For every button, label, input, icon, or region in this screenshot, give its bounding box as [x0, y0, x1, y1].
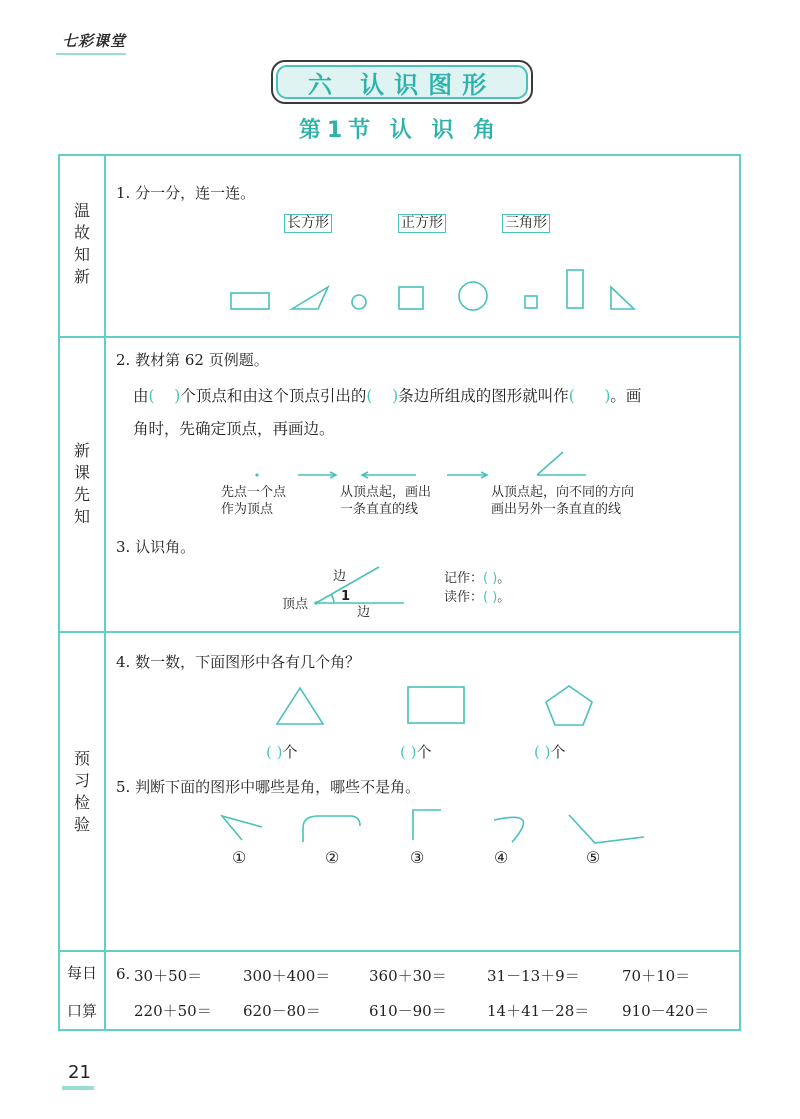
q1-prompt: 1. 分一分，连一连。 — [116, 184, 256, 202]
read-blank[interactable]: ( ) — [483, 590, 498, 605]
q4-answer-triangle: ( )个 — [266, 743, 298, 761]
section-label-char: 知 — [73, 507, 90, 526]
q2-text-c: 条边所组成的图形就叫作 — [398, 387, 569, 405]
q5-mark-5: ⑤ — [586, 848, 601, 867]
step-1-text: 先点一个点 作为顶点 — [221, 485, 287, 517]
section-label-char: 知 — [73, 245, 90, 264]
calc-r1-c5: 70＋10＝ — [622, 967, 691, 985]
unit-title-box — [271, 60, 533, 104]
q2-text-d: 。画 — [610, 387, 642, 405]
brand-logo: 七彩课堂 — [62, 32, 127, 50]
calc-r2-c2: 620－80＝ — [243, 1002, 321, 1020]
record-label: 记作：( )。 — [444, 571, 511, 586]
calc-r1-c4: 31－13＋9＝ — [487, 967, 580, 985]
section-label-char: 故 — [73, 223, 90, 242]
section-label-char: 检 — [73, 793, 90, 812]
section-label-char: 新 — [73, 267, 90, 286]
q5-prompt: 5. 判断下面的图形中哪些是角，哪些不是角。 — [116, 778, 421, 796]
q4-prompt: 4. 数一数，下面图形中各有几个角？ — [116, 653, 361, 671]
section-label-char: 先 — [73, 485, 90, 504]
q5-mark-1: ① — [232, 848, 247, 867]
blank-vertex-count[interactable]: ( ) — [148, 387, 181, 405]
calc-r1-c2: 300＋400＝ — [243, 967, 331, 985]
unit-title: 六 认识图形 — [276, 65, 528, 99]
worksheet-frame — [58, 154, 741, 1031]
label-square: 正方形 — [398, 214, 446, 233]
q2-text-a: 由 — [133, 387, 149, 405]
q4-blank-3[interactable]: ( ) — [534, 743, 551, 761]
blank-figure-name[interactable]: ( ) — [568, 387, 611, 405]
section-label-daily — [60, 963, 104, 1021]
daily-label-line1: 每日 — [66, 964, 97, 982]
vertex-label: 顶点 — [282, 597, 309, 612]
q4-answer-rectangle: ( )个 — [400, 743, 432, 761]
record-blank[interactable]: ( ) — [483, 571, 498, 586]
calc-r1-c3: 360＋30＝ — [369, 967, 447, 985]
calc-r2-c3: 610－90＝ — [369, 1002, 447, 1020]
q3-prompt: 3. 认识角。 — [116, 538, 196, 556]
section-label-preview — [60, 440, 104, 528]
q5-mark-3: ③ — [410, 848, 425, 867]
daily-label-line2: 口算 — [66, 1002, 97, 1020]
step-3-text: 从顶点起，向不同的方向 画出另外一条直直的线 — [491, 485, 635, 517]
q6-label: 6. — [116, 965, 131, 983]
blank-side-count[interactable]: ( ) — [366, 387, 399, 405]
section-divider-1 — [58, 336, 741, 338]
section-divider-3 — [58, 950, 741, 952]
q4-blank-2[interactable]: ( ) — [400, 743, 417, 761]
q2-prompt: 2. 教材第 62 页例题。 — [116, 351, 269, 369]
page-number: 21 — [68, 1062, 91, 1083]
angle-number: 1 — [341, 589, 351, 604]
section-label-char: 新 — [73, 441, 90, 460]
lesson-title: 第1节 认 识 角 — [298, 118, 502, 143]
q5-mark-2: ② — [325, 848, 340, 867]
section-label-char: 课 — [73, 463, 90, 482]
calc-r2-c4: 14＋41－28＝ — [487, 1002, 590, 1020]
section-divider-vertical — [104, 154, 106, 1031]
label-triangle: 三角形 — [502, 214, 550, 233]
calc-r2-c1: 220＋50＝ — [134, 1002, 212, 1020]
q2-line2: 角时，先确定顶点，再画边。 — [133, 420, 335, 438]
q4-blank-1[interactable]: ( ) — [266, 743, 283, 761]
section-label-check — [60, 748, 104, 836]
q2-text-b: 个顶点和由这个顶点引出的 — [180, 387, 367, 405]
step-2-text: 从顶点起，画出 一条直直的线 — [340, 485, 432, 517]
edge-label-lower: 边 — [357, 605, 371, 620]
page-number-bar — [62, 1086, 94, 1090]
calc-r2-c5: 910－420＝ — [622, 1002, 710, 1020]
section-divider-2 — [58, 631, 741, 633]
label-rectangle: 长方形 — [284, 214, 332, 233]
read-label: 读作：( )。 — [444, 590, 511, 605]
edge-label-upper: 边 — [333, 569, 347, 584]
brand-underline — [56, 53, 126, 55]
section-label-char: 习 — [73, 771, 90, 790]
section-label-review — [60, 200, 104, 288]
q4-answer-pentagon: ( )个 — [534, 743, 566, 761]
q2-line1 — [133, 384, 641, 406]
q5-mark-4: ④ — [494, 848, 509, 867]
calc-r1-c1: 30＋50＝ — [134, 967, 203, 985]
section-label-char: 预 — [73, 749, 90, 768]
section-label-char: 温 — [73, 201, 90, 220]
section-label-char: 验 — [73, 815, 90, 834]
